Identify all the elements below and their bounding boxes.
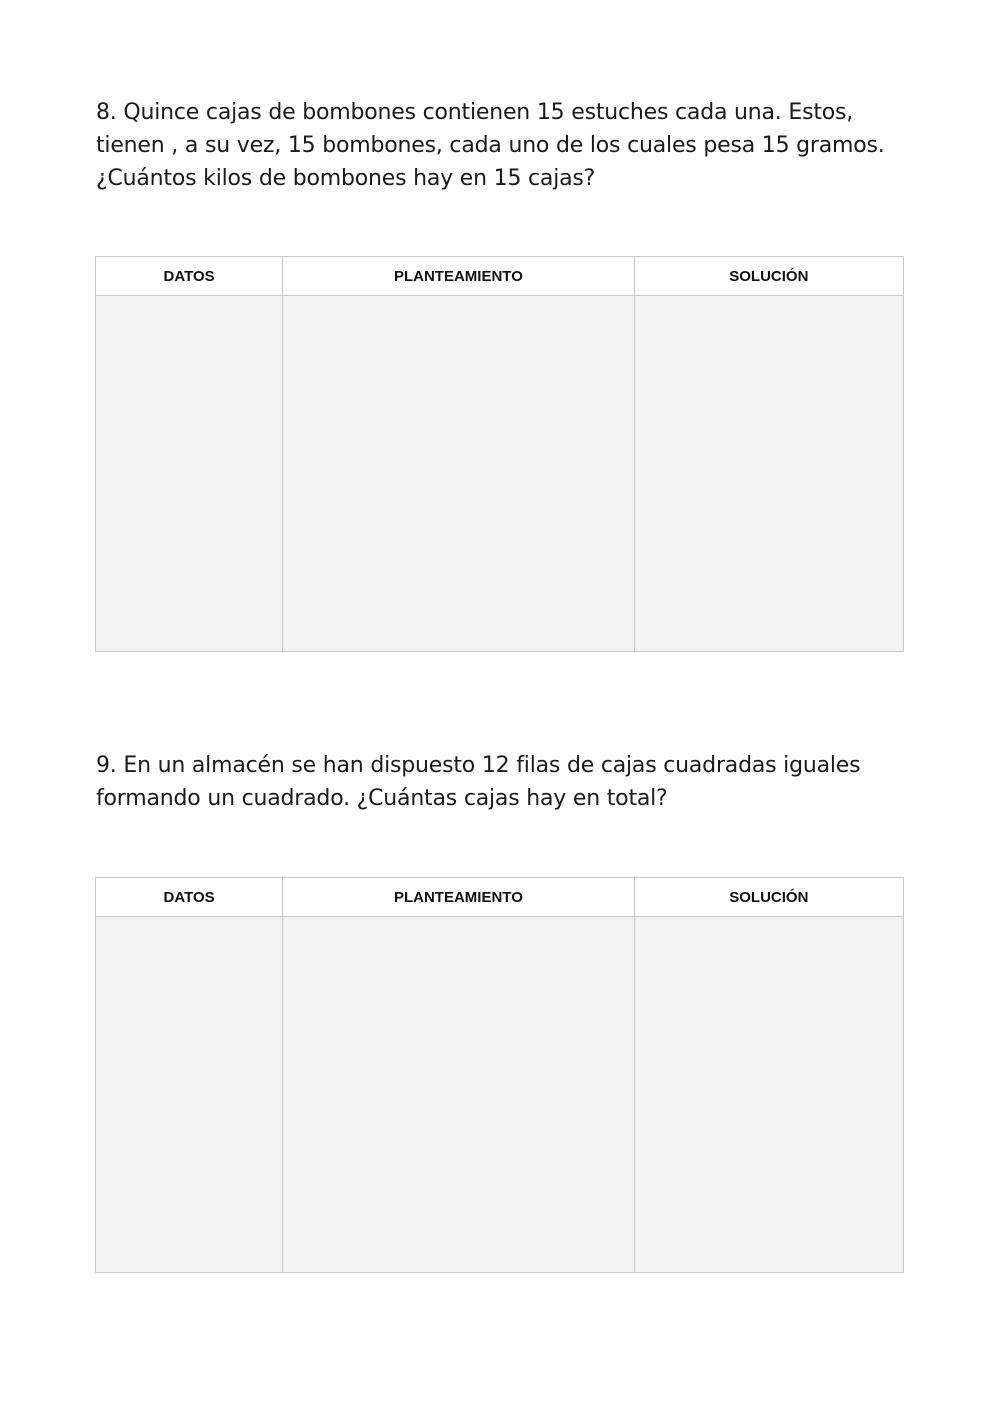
planteamiento-answer-cell[interactable] [283,296,634,652]
header-planteamiento: PLANTEAMIENTO [283,878,634,917]
table-answer-row [96,296,904,652]
header-planteamiento: PLANTEAMIENTO [283,257,634,296]
datos-answer-cell[interactable] [96,917,283,1273]
problem-9-statement: 9. En un almacén se han dispuesto 12 filas de cajas cuadradas iguales formando un cuadrado. ¿Cuántas cajas hay en total? [96,753,861,811]
table-answer-row [96,917,904,1273]
header-datos: DATOS [96,878,283,917]
header-solucion: SOLUCIÓN [634,257,903,296]
datos-answer-cell[interactable] [96,296,283,652]
problem-8-statement: 8. Quince cajas de bombones contienen 15 estuches cada una. Estos, tienen , a su vez, 15 bombones, cada uno de los cuales pesa 15 gramos. ¿Cuántos kilos de bombones hay en 15 cajas? [96,100,885,191]
solucion-answer-cell[interactable] [634,296,903,652]
problem-9-answer-table [95,877,904,1273]
solucion-answer-cell[interactable] [634,917,903,1273]
table-header-row [96,257,904,296]
header-solucion: SOLUCIÓN [634,878,903,917]
header-datos: DATOS [96,257,283,296]
table-header-row [96,878,904,917]
problem-8-answer-table [95,256,904,652]
planteamiento-answer-cell[interactable] [283,917,634,1273]
